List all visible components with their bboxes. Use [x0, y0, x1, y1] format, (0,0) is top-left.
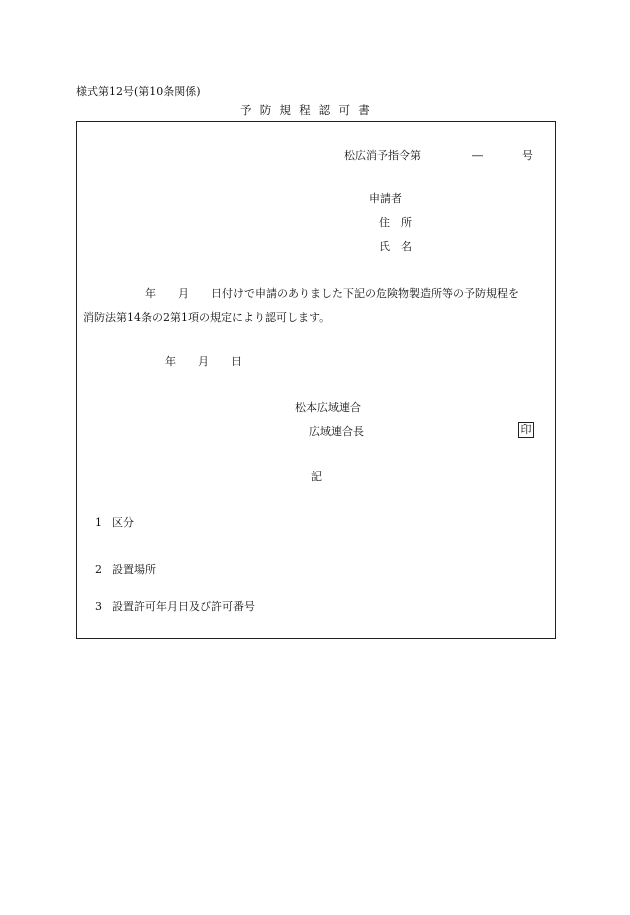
list-item-label: 設置許可年月日及び許可番号 [112, 600, 255, 613]
list-item-number: 3 [95, 600, 102, 613]
reference-suffix: 号 [522, 149, 533, 162]
body-line1-text: 日付けで申請のありました下記の危険物製造所等の予防規程を [211, 287, 519, 300]
list-item [95, 517, 134, 528]
form-number: 様式第12号(第10条関係) [76, 85, 201, 98]
reference-prefix: 松広消予指令第 [344, 149, 421, 162]
document-title: 予防規程認可書 [240, 103, 378, 117]
address-label: 住所 [379, 216, 423, 229]
authority-head-title: 広域連合長 [309, 425, 364, 438]
seal-box: 印 [518, 422, 534, 438]
list-item-number: 2 [95, 563, 102, 576]
issue-date-day: 日 [231, 355, 242, 368]
issue-date-year: 年 [165, 355, 176, 368]
body-line-2: 消防法第14条の2第1項の規定により認可します。 [83, 311, 331, 324]
issuing-authority: 松本広域連合 [295, 401, 361, 414]
name-label: 氏名 [379, 240, 423, 253]
ki-heading: 記 [311, 470, 322, 483]
body-year: 年 [145, 287, 156, 300]
list-item [95, 564, 156, 575]
list-item-label: 設置場所 [112, 563, 156, 576]
issue-date [165, 356, 242, 367]
applicant-label: 申請者 [369, 192, 402, 205]
form-frame [76, 121, 556, 639]
list-item-number: 1 [95, 516, 102, 529]
issue-date-month: 月 [198, 355, 209, 368]
body-line-1 [145, 288, 519, 299]
list-item-label: 区分 [112, 516, 134, 529]
body-month: 月 [178, 287, 189, 300]
list-item [95, 601, 255, 612]
reference-dash: ― [472, 149, 483, 162]
